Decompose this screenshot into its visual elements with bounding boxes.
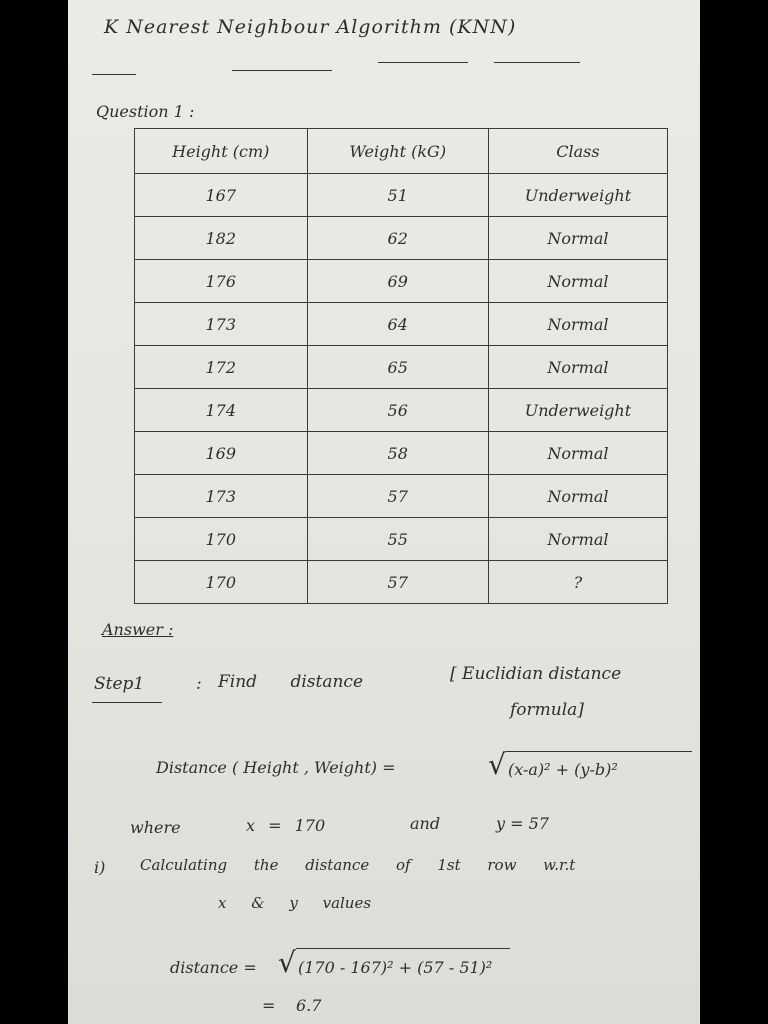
table-header-cell: Weight (kG) — [307, 129, 488, 174]
table-cell: 57 — [307, 561, 488, 604]
table-cell: 69 — [307, 260, 488, 303]
title-underline — [92, 74, 136, 75]
calc-index: i) — [94, 858, 106, 877]
table-header-cell: Class — [488, 129, 667, 174]
sqrt-bar — [506, 751, 692, 752]
table-cell: 182 — [135, 217, 308, 260]
table-row — [135, 432, 668, 475]
formula-lhs: Distance ( Height , Weight) = — [156, 758, 396, 777]
formula-rhs: (x-a)² + (y-b)² — [508, 760, 618, 779]
table-cell: ? — [488, 561, 667, 604]
data-table — [134, 128, 668, 604]
calc-line1: Calculating the distance of 1st row w.r.t — [140, 856, 576, 874]
where-word: where — [130, 818, 181, 837]
table-cell: Normal — [488, 303, 667, 346]
table-row — [135, 174, 668, 217]
table-cell: 169 — [135, 432, 308, 475]
table-header-row — [135, 129, 668, 174]
table-row — [135, 346, 668, 389]
title-underline — [378, 62, 468, 63]
table-cell: Normal — [488, 475, 667, 518]
sqrt-symbol: √ — [488, 748, 506, 781]
table-cell: Normal — [488, 518, 667, 561]
table-row — [135, 217, 668, 260]
table-row — [135, 303, 668, 346]
table-cell: 55 — [307, 518, 488, 561]
result-equals: = — [262, 996, 276, 1015]
where-and: and — [410, 814, 441, 833]
table-row — [135, 518, 668, 561]
table-cell: Normal — [488, 217, 667, 260]
table-cell: Normal — [488, 432, 667, 475]
page-title: K Nearest Neighbour Algorithm (KNN) — [104, 16, 517, 38]
step-note-line2: formula] — [510, 700, 584, 720]
table-row — [135, 475, 668, 518]
distance-rhs: (170 - 167)² + (57 - 51)² — [298, 958, 493, 977]
table-cell: 176 — [135, 260, 308, 303]
distance-lhs: distance = — [170, 958, 257, 977]
table-cell: 174 — [135, 389, 308, 432]
step-text: Find distance — [218, 672, 364, 692]
table-cell: Normal — [488, 260, 667, 303]
title-underline — [232, 70, 332, 71]
sqrt-bar — [296, 948, 510, 949]
step-colon: : — [196, 674, 202, 694]
where-x: x = 170 — [246, 816, 326, 835]
step-note-line1: [ Euclidian distance — [450, 664, 622, 684]
table-cell: Normal — [488, 346, 667, 389]
table-cell: 51 — [307, 174, 488, 217]
step-label: Step1 — [94, 674, 145, 694]
table-cell: 62 — [307, 217, 488, 260]
table-cell: Underweight — [488, 389, 667, 432]
calc-line2: x & y values — [218, 894, 372, 912]
table-row — [135, 260, 668, 303]
table-cell: 173 — [135, 303, 308, 346]
table-cell: 56 — [307, 389, 488, 432]
table-row — [135, 561, 668, 604]
table-cell: 65 — [307, 346, 488, 389]
title-underline — [494, 62, 580, 63]
table-cell: Underweight — [488, 174, 667, 217]
sqrt-symbol: √ — [278, 946, 296, 979]
table-cell: 167 — [135, 174, 308, 217]
table-cell: 170 — [135, 518, 308, 561]
table-cell: 170 — [135, 561, 308, 604]
table-cell: 172 — [135, 346, 308, 389]
table-cell: 58 — [307, 432, 488, 475]
question-label: Question 1 : — [96, 102, 195, 121]
table-header-cell: Height (cm) — [135, 129, 308, 174]
table-row — [135, 389, 668, 432]
where-y: y = 57 — [496, 814, 549, 833]
table-cell: 57 — [307, 475, 488, 518]
table-cell: 173 — [135, 475, 308, 518]
table-cell: 64 — [307, 303, 488, 346]
step-underline — [92, 702, 162, 703]
answer-label: Answer : — [102, 620, 174, 639]
distance-result: 6.7 — [296, 996, 322, 1015]
